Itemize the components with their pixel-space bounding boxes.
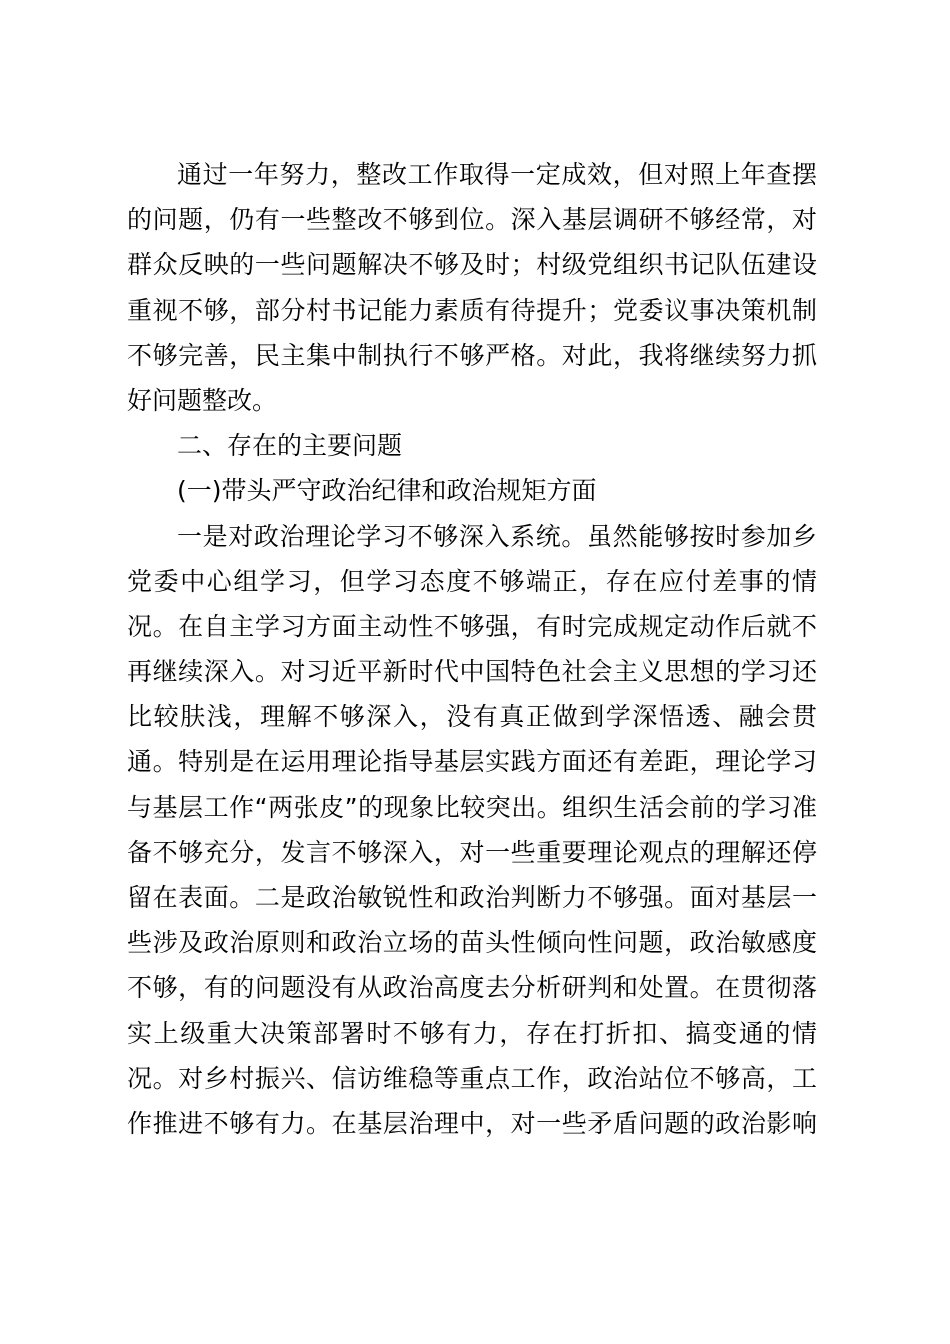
text-line: 好问题整改。 <box>127 385 278 415</box>
text-line: 一是对政治理论学习不够深入系统。虽然能够按时参加乡 <box>177 521 817 551</box>
text-line: 实上级重大决策部署时不够有力，存在打折扣、搞变通的情 <box>127 1018 817 1048</box>
text-line: 作推进不够有力。在基层治理中，对一些矛盾问题的政治影响 <box>127 1108 817 1138</box>
subsection-heading <box>127 468 817 513</box>
text-line: 况。对乡村振兴、信访维稳等重点工作，政治站位不够高，工 <box>127 1063 817 1093</box>
subsection-heading-text: (一)带头严守政治纪律和政治规矩方面 <box>177 476 597 506</box>
text-line: 重视不够，部分村书记能力素质有待提升；党委议事决策机制 <box>127 295 817 325</box>
text-line: 备不够充分，发言不够深入，对一些重要理论观点的理解还停 <box>127 837 817 867</box>
text-line: 比较肤浅，理解不够深入，没有真正做到学深悟透、融会贯 <box>127 702 817 732</box>
text-line: 通。特别是在运用理论指导基层实践方面还有差距，理论学习 <box>127 747 817 777</box>
text-line: 再继续深入。对习近平新时代中国特色社会主义思想的学习还 <box>127 657 817 687</box>
text-line: 不够完善，民主集中制执行不够严格。对此，我将继续努力抓 <box>127 340 817 370</box>
document-body <box>127 152 817 1146</box>
text-line: 不够，有的问题没有从政治高度去分析研判和处置。在贯彻落 <box>127 973 817 1003</box>
text-line: 的问题，仍有一些整改不够到位。深入基层调研不够经常，对 <box>127 205 817 235</box>
paragraph-main-problems <box>127 514 817 1147</box>
paragraph-rectification-summary <box>127 152 817 423</box>
text-line: 留在表面。二是政治敏锐性和政治判断力不够强。面对基层一 <box>127 883 817 912</box>
section-heading <box>127 423 817 468</box>
text-line: 党委中心组学习，但学习态度不够端正，存在应付差事的情 <box>127 566 817 596</box>
text-line: 况。在自主学习方面主动性不够强，有时完成规定动作后就不 <box>127 611 817 641</box>
text-line: 些涉及政治原则和政治立场的苗头性倾向性问题，政治敏感度 <box>127 928 817 958</box>
section-heading-text: 二、存在的主要问题 <box>177 431 403 461</box>
text-line: 与基层工作“两张皮”的现象比较突出。组织生活会前的学习准 <box>127 792 817 822</box>
text-line: 通过一年努力，整改工作取得一定成效，但对照上年查摆 <box>177 160 817 189</box>
text-line: 群众反映的一些问题解决不够及时；村级党组织书记队伍建设 <box>127 250 817 280</box>
